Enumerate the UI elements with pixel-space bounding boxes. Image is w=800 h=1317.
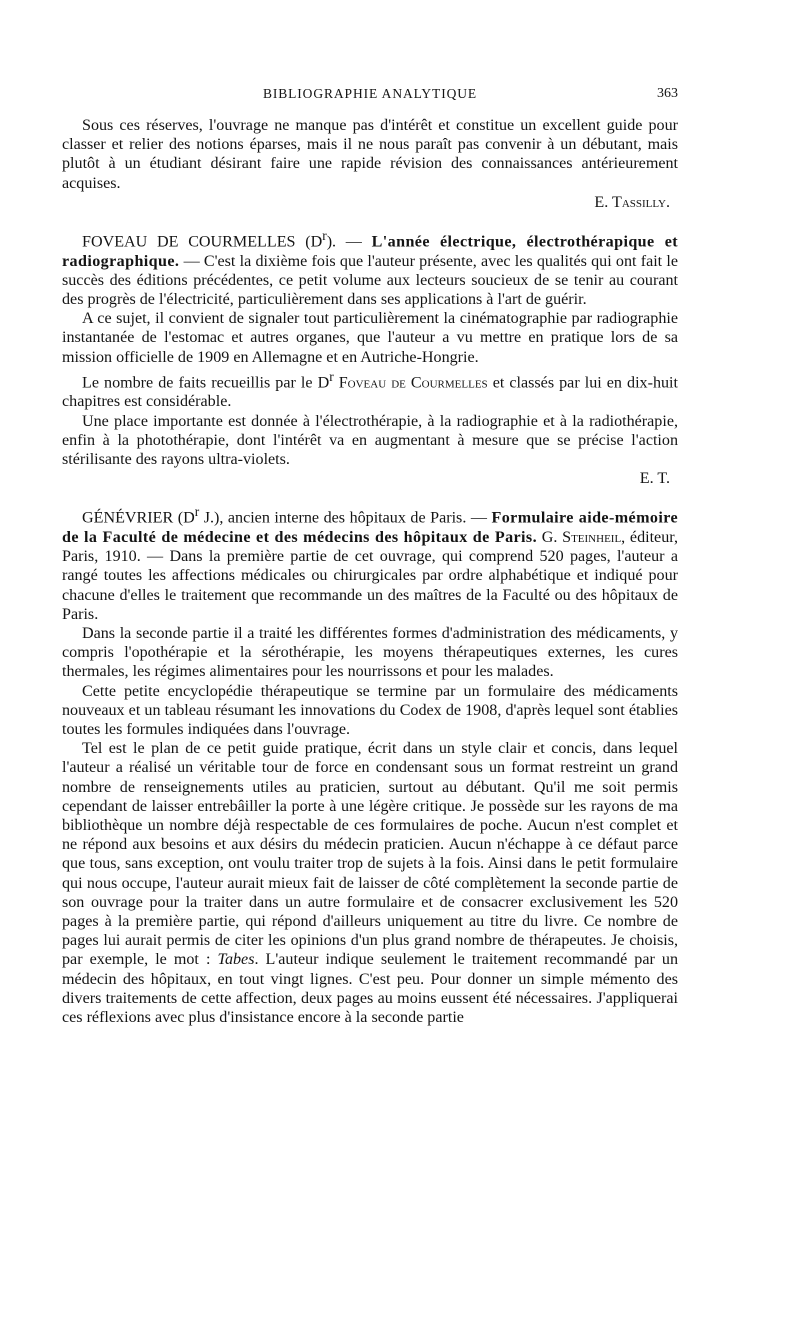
page-content <box>62 116 678 1027</box>
entry-intro: — C'est la dixième fois que l'auteur présente, avec les qualités qui ont fait le succès des éditions précédentes, ce petit volume aux lecteurs soucieux de se tenir au courant des progrès de l'électricité, particulièrement dans ses applications à l'art de guérir. <box>62 252 678 308</box>
page-number: 363 <box>657 86 678 101</box>
review-paragraph: Sous ces réserves, l'ouvrage ne manque pas d'intérêt et constitue un excellent guide pour classer et relier des notions éparses, mais il ne nous paraît pas convenir à un débutant, mais plutôt à un étudiant désirant faire une rapide révision des connaissances antérieurement acquises. <box>62 117 678 192</box>
reviewer-signature <box>62 193 678 212</box>
book-title: L'année électrique, électrothérapique et radiographique. <box>62 233 678 270</box>
entry-author-close: ). — <box>326 233 372 251</box>
paragraph-start: Tel est le plan de ce petit guide pratique, écrit dans un style clair et concis, dans lequel l'auteur a réalisé un véritable tour de force en condensant sous un format restreint un grand nombre de renseignements utiles au praticien, surtout au débutant. Qu'il me soit permis cependant de laisser entrebâiller la porte à une légère critique. Je possède sur les rayons de ma bibliothèque un nombre déjà respectable de ces formulaires de poche. Aucun n'est complet et ne répond aux besoins et aux désirs du médecin praticien. Aucun n'échappe à ce défaut parce que tous, sans exception, ont voulu traiter trop de sujets à la fois. Ainsi dans le petit formulaire qui nous occupe, l'auteur aurait mieux fait de laisser de côté complètement la seconde partie de son ouvrage pour la traiter dans un autre formulaire et de consacrer exclusivement les 520 pages à la première partie, qui répond d'ailleurs uniquement au titre du livre. Ce nombre de pages lui aurait permis de citer les opinions d'un plus grand nombre de thérapeutes. Je choisis, par exemple, le mot : <box>62 740 678 969</box>
review-paragraph: A ce sujet, il convient de signaler tout particulièrement la cinématographie par radiographie instantanée de l'estomac et autres organes, que l'auteur a vu mettre en pratique lors de sa mission officielle de 1909 en Allemagne et en Autriche-Hongrie. <box>62 310 678 366</box>
review-paragraph: Cette petite encyclopédie thérapeutique se termine par un formulaire des médicaments nouveaux et un tableau résumant les innovations du Codex de 1908, d'après lequel sont établies toutes les formules indiquées dans l'ouvrage. <box>62 682 678 738</box>
author-title-sup: r <box>194 504 200 520</box>
page-header <box>62 86 678 106</box>
book-title: Formulaire aide-mémoire de la Faculté de médecine et des médecins des hôpitaux de Paris. <box>62 509 679 546</box>
review-entry-foveau <box>62 226 678 309</box>
reviewer-signature: E. T. <box>639 470 670 488</box>
italic-term: Tabes <box>217 951 255 969</box>
author-name: Foveau de Courmelles <box>333 374 488 392</box>
signature-text: E. Tassilly. <box>594 193 670 211</box>
entry-author-close: J.), ancien interne des hôpitaux de Paris. — <box>199 509 492 527</box>
entry-author: FOVEAU DE COURMELLES (D <box>82 233 323 251</box>
paragraph-end: et classés par lui en dix-huit chapitres est considérable. <box>62 374 678 411</box>
review-entry-genevrier <box>62 502 678 624</box>
entry-author: GÉNÉVRIER (D <box>82 509 195 527</box>
publisher-name: Steinheil <box>562 528 622 546</box>
paragraph-end: . L'auteur indique seulement le traitement recommandé par un médecin des hôpitaux, en tout vingt lignes. C'est peu. Pour donner un simple mémento des divers traitements de cette affection, deux pages au moins eussent été nécessaires. J'appliquerai ces réflexions avec plus d'insistance encore à la seconde partie <box>62 951 678 1027</box>
review-paragraph: Dans la seconde partie il a traité les différentes formes d'administration des médicaments, y compris l'opothérapie et la sérothérapie, les moyens thérapeutiques externes, les cures thermales, les régimes alimentaires pour les nourrissons et pour les malades. <box>62 624 678 681</box>
review-paragraph <box>62 739 678 1027</box>
author-title-sup: r <box>322 228 327 244</box>
author-title-sup: r <box>329 368 334 384</box>
review-paragraph <box>62 367 678 412</box>
publisher-prefix: G. <box>537 528 563 546</box>
review-paragraph: Une place importante est donnée à l'électrothérapie, à la radiographie et à la radiothérapie, enfin à la photothérapie, dont l'intérêt va en augmentant à mesure que se précise l'action stérilisante des rayons ultra-violets. <box>62 412 678 468</box>
running-title: BIBLIOGRAPHIE ANALYTIQUE <box>262 86 478 101</box>
entry-intro: , éditeur, Paris, 1910. — Dans la première partie de cet ouvrage, qui comprend 520 pages, l'auteur a rangé toutes les affections médicales ou chirurgicales par ordre alphabétique et indiqué pour chacune d'elles le traitement que recommande un des maîtres de la Faculté ou des hôpitaux de Paris. <box>62 528 678 623</box>
paragraph-start: Le nombre de faits recueillis par le D <box>82 374 330 392</box>
